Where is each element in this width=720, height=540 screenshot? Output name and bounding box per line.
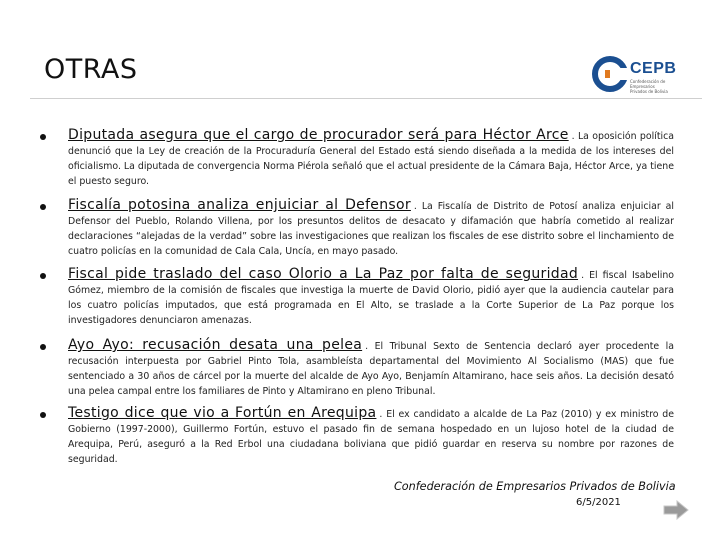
page-title: OTRAS (44, 54, 138, 85)
next-arrow-icon[interactable] (663, 500, 689, 520)
news-item (40, 198, 674, 259)
bullet-icon (40, 134, 46, 140)
news-headline-link[interactable]: Fiscal pide traslado del caso Olorio a La Paz por falta de seguridad (68, 266, 579, 282)
cepb-emblem-icon (592, 56, 628, 92)
news-summary: . El fiscal Isabelino Gómez, miembro de la comisión de fiscales que investiga la muerte de David Olorio, pidió ayer que la audiencia cautelar para los cuatro policías imputados, que está programada en El Alto, se traslade a la Corte Superior de La Paz porque los investigadores denunciaron amenazas. (68, 270, 675, 326)
news-item (40, 406, 674, 467)
footer-organization: Confederación de Empresarios Privados de Bolivia (394, 480, 676, 493)
bullet-icon (40, 344, 46, 350)
news-summary: . La Fiscalía de Distrito de Potosí analiza enjuiciar al Defensor del Pueblo, Rolando Villena, por los presuntos delitos de desacato y difamación que habría cometido al realizar declaraciones “alejadas de la verdad” sobre las investigaciones que realizan los fiscales de ese distrito sobre el linchamiento de cuatro policías en la comunidad de Cala Cala, Uncía, en mayo pasado. (68, 201, 674, 257)
news-headline-link[interactable]: Diputada asegura que el cargo de procurador será para Héctor Arce (68, 127, 569, 143)
news-item (40, 267, 674, 328)
news-headline-link[interactable]: Testigo dice que vio a Fortún en Arequipa (68, 405, 377, 421)
news-item (40, 338, 674, 399)
news-summary: . La oposición política denunció que la Ley de creación de la Procuraduría General del Estado está siendo diseñada a la medida de los intereses del oficialismo. La diputada de convergencia Norma Piérola señaló que el actual presidente de la Cámara Baja, Héctor Arce, ya tiene el puesto seguro. (68, 131, 675, 187)
news-item (40, 128, 674, 189)
title-divider (30, 98, 702, 99)
bullet-icon (40, 204, 46, 210)
logo-wordmark: CEPB (630, 60, 677, 77)
logo-subtitle: Confederación de Empresarios Privados de Bolivia (630, 79, 668, 94)
cepb-logo (592, 54, 704, 94)
bullet-icon (40, 412, 46, 418)
bullet-icon (40, 273, 46, 279)
news-headline-link[interactable]: Ayo Ayo: recusación desata una pelea (68, 337, 363, 353)
footer-date: 6/5/2021 (576, 497, 621, 508)
news-summary: . El ex candidato a alcalde de La Paz (2010) y ex ministro de Gobierno (1997-2000), Guillermo Fortún, estuvo el pasado fin de semana hospedado en un lujoso hotel de la ciudad de Arequipa, Perú, aseguró a la Red Erbol una ciudadana boliviana que pidió guardar en reserva su nombre por razones de seguridad. (68, 409, 674, 465)
news-headline-link[interactable]: Fiscalía potosina analiza enjuiciar al Defensor (68, 197, 411, 213)
news-summary: . El Tribunal Sexto de Sentencia declaró ayer procedente la recusación interpuesta por Gabriel Pinto Tola, asambleísta departamental del Movimiento Al Socialismo (MAS) que fue sentenciado a 30 años de cárcel por la muerte del alcalde de Ayo Ayo, Benjamín Altamirano, hace seis años. La decisión desató una pelea campal entre los familiares de Pinto y Altamirano en pleno Tribunal. (68, 341, 674, 397)
